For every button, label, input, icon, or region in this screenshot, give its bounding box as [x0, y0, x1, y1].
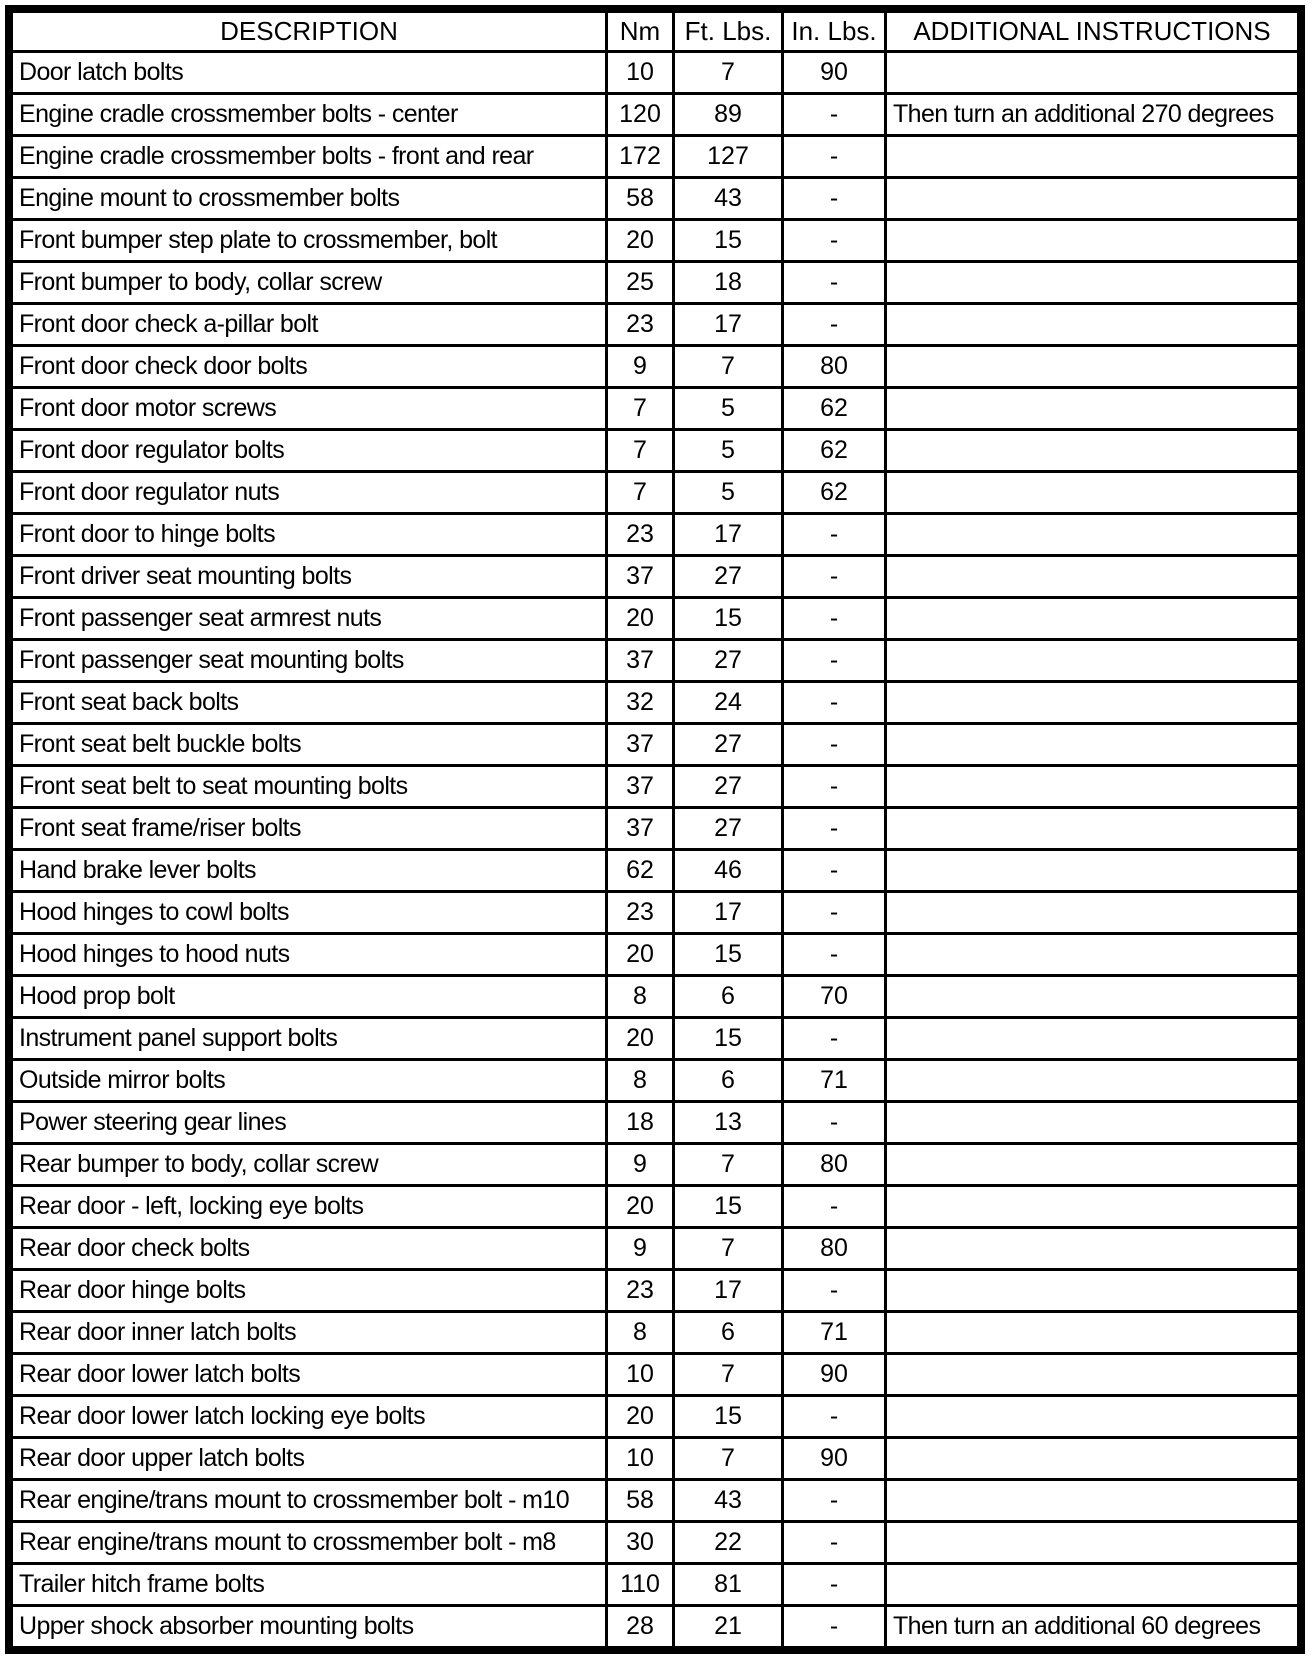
- in-lbs-cell: -: [783, 850, 886, 892]
- ft-lbs-cell: 7: [674, 1228, 783, 1270]
- nm-cell: 37: [607, 556, 674, 598]
- header-additional-instructions: ADDITIONAL INSTRUCTIONS: [886, 9, 1302, 52]
- table-row: [9, 976, 1301, 1018]
- instructions-cell: [886, 472, 1302, 514]
- nm-cell: 58: [607, 178, 674, 220]
- description-cell: Front seat frame/riser bolts: [9, 808, 607, 850]
- nm-cell: 110: [607, 1564, 674, 1606]
- in-lbs-cell: -: [783, 514, 886, 556]
- nm-cell: 172: [607, 136, 674, 178]
- in-lbs-cell: -: [783, 892, 886, 934]
- table-row: [9, 1186, 1301, 1228]
- table-row: [9, 1438, 1301, 1480]
- description-cell: Trailer hitch frame bolts: [9, 1564, 607, 1606]
- ft-lbs-cell: 13: [674, 1102, 783, 1144]
- header-in-lbs: In. Lbs.: [783, 9, 886, 52]
- ft-lbs-cell: 81: [674, 1564, 783, 1606]
- nm-cell: 37: [607, 640, 674, 682]
- nm-cell: 32: [607, 682, 674, 724]
- nm-cell: 58: [607, 1480, 674, 1522]
- in-lbs-cell: 71: [783, 1312, 886, 1354]
- instructions-cell: Then turn an additional 270 degrees: [886, 94, 1302, 136]
- ft-lbs-cell: 89: [674, 94, 783, 136]
- ft-lbs-cell: 6: [674, 1060, 783, 1102]
- instructions-cell: [886, 682, 1302, 724]
- description-cell: Front seat belt to seat mounting bolts: [9, 766, 607, 808]
- in-lbs-cell: -: [783, 598, 886, 640]
- description-cell: Front bumper to body, collar screw: [9, 262, 607, 304]
- nm-cell: 9: [607, 1144, 674, 1186]
- instructions-cell: [886, 1228, 1302, 1270]
- ft-lbs-cell: 6: [674, 1312, 783, 1354]
- nm-cell: 20: [607, 1018, 674, 1060]
- ft-lbs-cell: 27: [674, 556, 783, 598]
- ft-lbs-cell: 17: [674, 1270, 783, 1312]
- table-row: [9, 1354, 1301, 1396]
- in-lbs-cell: -: [783, 1480, 886, 1522]
- instructions-cell: [886, 1564, 1302, 1606]
- in-lbs-cell: -: [783, 934, 886, 976]
- table-row: [9, 52, 1301, 94]
- in-lbs-cell: -: [783, 640, 886, 682]
- nm-cell: 10: [607, 1354, 674, 1396]
- table-row: [9, 1396, 1301, 1438]
- table-row: [9, 388, 1301, 430]
- nm-cell: 7: [607, 430, 674, 472]
- nm-cell: 20: [607, 1396, 674, 1438]
- table-row: [9, 304, 1301, 346]
- description-cell: Rear door - left, locking eye bolts: [9, 1186, 607, 1228]
- in-lbs-cell: 80: [783, 1228, 886, 1270]
- description-cell: Front door to hinge bolts: [9, 514, 607, 556]
- in-lbs-cell: -: [783, 808, 886, 850]
- table-row: [9, 556, 1301, 598]
- description-cell: Front bumper step plate to crossmember, bolt: [9, 220, 607, 262]
- description-cell: Upper shock absorber mounting bolts: [9, 1606, 607, 1651]
- table-row: [9, 1564, 1301, 1606]
- instructions-cell: [886, 1354, 1302, 1396]
- nm-cell: 23: [607, 892, 674, 934]
- nm-cell: 23: [607, 1270, 674, 1312]
- ft-lbs-cell: 15: [674, 934, 783, 976]
- table-row: [9, 598, 1301, 640]
- instructions-cell: [886, 766, 1302, 808]
- description-cell: Rear engine/trans mount to crossmember bolt - m8: [9, 1522, 607, 1564]
- nm-cell: 8: [607, 1060, 674, 1102]
- description-cell: Front seat back bolts: [9, 682, 607, 724]
- description-cell: Hood prop bolt: [9, 976, 607, 1018]
- ft-lbs-cell: 22: [674, 1522, 783, 1564]
- nm-cell: 20: [607, 220, 674, 262]
- nm-cell: 20: [607, 1186, 674, 1228]
- instructions-cell: [886, 1270, 1302, 1312]
- instructions-cell: [886, 304, 1302, 346]
- instructions-cell: [886, 388, 1302, 430]
- nm-cell: 10: [607, 52, 674, 94]
- table-row: [9, 136, 1301, 178]
- torque-spec-table: [5, 5, 1305, 1654]
- nm-cell: 23: [607, 304, 674, 346]
- nm-cell: 20: [607, 934, 674, 976]
- table-row: [9, 766, 1301, 808]
- in-lbs-cell: -: [783, 1102, 886, 1144]
- instructions-cell: [886, 892, 1302, 934]
- ft-lbs-cell: 127: [674, 136, 783, 178]
- description-cell: Rear bumper to body, collar screw: [9, 1144, 607, 1186]
- table-row: [9, 472, 1301, 514]
- instructions-cell: [886, 1102, 1302, 1144]
- instructions-cell: [886, 514, 1302, 556]
- ft-lbs-cell: 5: [674, 430, 783, 472]
- ft-lbs-cell: 7: [674, 1354, 783, 1396]
- ft-lbs-cell: 43: [674, 178, 783, 220]
- nm-cell: 10: [607, 1438, 674, 1480]
- ft-lbs-cell: 46: [674, 850, 783, 892]
- in-lbs-cell: -: [783, 1606, 886, 1651]
- instructions-cell: [886, 724, 1302, 766]
- table-row: [9, 892, 1301, 934]
- ft-lbs-cell: 17: [674, 892, 783, 934]
- table-row: [9, 346, 1301, 388]
- description-cell: Engine cradle crossmember bolts - center: [9, 94, 607, 136]
- ft-lbs-cell: 15: [674, 1396, 783, 1438]
- in-lbs-cell: 90: [783, 1438, 886, 1480]
- description-cell: Rear door upper latch bolts: [9, 1438, 607, 1480]
- instructions-cell: [886, 1438, 1302, 1480]
- description-cell: Power steering gear lines: [9, 1102, 607, 1144]
- instructions-cell: [886, 808, 1302, 850]
- in-lbs-cell: 90: [783, 1354, 886, 1396]
- table-row: [9, 1144, 1301, 1186]
- header-nm: Nm: [607, 9, 674, 52]
- description-cell: Engine cradle crossmember bolts - front and rear: [9, 136, 607, 178]
- instructions-cell: [886, 640, 1302, 682]
- instructions-cell: [886, 346, 1302, 388]
- ft-lbs-cell: 15: [674, 1018, 783, 1060]
- description-cell: Engine mount to crossmember bolts: [9, 178, 607, 220]
- in-lbs-cell: -: [783, 178, 886, 220]
- description-cell: Door latch bolts: [9, 52, 607, 94]
- in-lbs-cell: 80: [783, 1144, 886, 1186]
- table-row: [9, 514, 1301, 556]
- table-row: [9, 220, 1301, 262]
- in-lbs-cell: -: [783, 220, 886, 262]
- table-row: [9, 430, 1301, 472]
- in-lbs-cell: 62: [783, 388, 886, 430]
- header-description: DESCRIPTION: [9, 9, 607, 52]
- instructions-cell: [886, 598, 1302, 640]
- in-lbs-cell: 71: [783, 1060, 886, 1102]
- in-lbs-cell: -: [783, 304, 886, 346]
- description-cell: Rear door hinge bolts: [9, 1270, 607, 1312]
- instructions-cell: [886, 1522, 1302, 1564]
- table-row: [9, 1018, 1301, 1060]
- instructions-cell: [886, 976, 1302, 1018]
- table-row: [9, 682, 1301, 724]
- instructions-cell: [886, 178, 1302, 220]
- instructions-cell: [886, 556, 1302, 598]
- ft-lbs-cell: 27: [674, 766, 783, 808]
- ft-lbs-cell: 7: [674, 1438, 783, 1480]
- in-lbs-cell: -: [783, 682, 886, 724]
- table-row: [9, 1606, 1301, 1651]
- ft-lbs-cell: 7: [674, 52, 783, 94]
- description-cell: Rear door inner latch bolts: [9, 1312, 607, 1354]
- header-ft-lbs: Ft. Lbs.: [674, 9, 783, 52]
- ft-lbs-cell: 6: [674, 976, 783, 1018]
- description-cell: Hood hinges to hood nuts: [9, 934, 607, 976]
- instructions-cell: [886, 934, 1302, 976]
- instructions-cell: [886, 136, 1302, 178]
- table-row: [9, 1102, 1301, 1144]
- in-lbs-cell: -: [783, 1396, 886, 1438]
- ft-lbs-cell: 5: [674, 472, 783, 514]
- nm-cell: 30: [607, 1522, 674, 1564]
- ft-lbs-cell: 18: [674, 262, 783, 304]
- in-lbs-cell: -: [783, 262, 886, 304]
- description-cell: Front passenger seat mounting bolts: [9, 640, 607, 682]
- instructions-cell: Then turn an additional 60 degrees: [886, 1606, 1302, 1651]
- description-cell: Rear engine/trans mount to crossmember bolt - m10: [9, 1480, 607, 1522]
- nm-cell: 120: [607, 94, 674, 136]
- nm-cell: 37: [607, 724, 674, 766]
- table-body: [9, 52, 1301, 1651]
- ft-lbs-cell: 7: [674, 346, 783, 388]
- instructions-cell: [886, 1480, 1302, 1522]
- table-row: [9, 262, 1301, 304]
- in-lbs-cell: -: [783, 724, 886, 766]
- description-cell: Front seat belt buckle bolts: [9, 724, 607, 766]
- table-row: [9, 640, 1301, 682]
- description-cell: Rear door check bolts: [9, 1228, 607, 1270]
- ft-lbs-cell: 27: [674, 808, 783, 850]
- nm-cell: 8: [607, 1312, 674, 1354]
- nm-cell: 20: [607, 598, 674, 640]
- description-cell: Front door regulator bolts: [9, 430, 607, 472]
- table-row: [9, 934, 1301, 976]
- instructions-cell: [886, 220, 1302, 262]
- table-row: [9, 850, 1301, 892]
- instructions-cell: [886, 1060, 1302, 1102]
- nm-cell: 23: [607, 514, 674, 556]
- ft-lbs-cell: 27: [674, 724, 783, 766]
- description-cell: Rear door lower latch bolts: [9, 1354, 607, 1396]
- description-cell: Hood hinges to cowl bolts: [9, 892, 607, 934]
- ft-lbs-cell: 17: [674, 514, 783, 556]
- in-lbs-cell: -: [783, 94, 886, 136]
- nm-cell: 7: [607, 388, 674, 430]
- in-lbs-cell: 62: [783, 430, 886, 472]
- in-lbs-cell: -: [783, 1018, 886, 1060]
- in-lbs-cell: -: [783, 1522, 886, 1564]
- ft-lbs-cell: 24: [674, 682, 783, 724]
- nm-cell: 25: [607, 262, 674, 304]
- instructions-cell: [886, 1312, 1302, 1354]
- instructions-cell: [886, 1144, 1302, 1186]
- instructions-cell: [886, 430, 1302, 472]
- instructions-cell: [886, 52, 1302, 94]
- ft-lbs-cell: 15: [674, 1186, 783, 1228]
- ft-lbs-cell: 15: [674, 598, 783, 640]
- nm-cell: 62: [607, 850, 674, 892]
- table-row: [9, 1522, 1301, 1564]
- description-cell: Front driver seat mounting bolts: [9, 556, 607, 598]
- table-row: [9, 724, 1301, 766]
- nm-cell: 28: [607, 1606, 674, 1651]
- description-cell: Outside mirror bolts: [9, 1060, 607, 1102]
- in-lbs-cell: 70: [783, 976, 886, 1018]
- ft-lbs-cell: 15: [674, 220, 783, 262]
- header-row: [9, 9, 1301, 52]
- in-lbs-cell: -: [783, 1186, 886, 1228]
- in-lbs-cell: 90: [783, 52, 886, 94]
- in-lbs-cell: -: [783, 1270, 886, 1312]
- instructions-cell: [886, 1396, 1302, 1438]
- description-cell: Front door regulator nuts: [9, 472, 607, 514]
- nm-cell: 8: [607, 976, 674, 1018]
- table-row: [9, 178, 1301, 220]
- description-cell: Hand brake lever bolts: [9, 850, 607, 892]
- nm-cell: 9: [607, 346, 674, 388]
- table-row: [9, 1312, 1301, 1354]
- ft-lbs-cell: 27: [674, 640, 783, 682]
- description-cell: Front door check a-pillar bolt: [9, 304, 607, 346]
- ft-lbs-cell: 17: [674, 304, 783, 346]
- description-cell: Front door check door bolts: [9, 346, 607, 388]
- in-lbs-cell: -: [783, 136, 886, 178]
- table-row: [9, 808, 1301, 850]
- nm-cell: 9: [607, 1228, 674, 1270]
- in-lbs-cell: 80: [783, 346, 886, 388]
- in-lbs-cell: -: [783, 1564, 886, 1606]
- nm-cell: 18: [607, 1102, 674, 1144]
- ft-lbs-cell: 21: [674, 1606, 783, 1651]
- in-lbs-cell: 62: [783, 472, 886, 514]
- description-cell: Front door motor screws: [9, 388, 607, 430]
- table-row: [9, 1270, 1301, 1312]
- in-lbs-cell: -: [783, 556, 886, 598]
- table-row: [9, 1228, 1301, 1270]
- in-lbs-cell: -: [783, 766, 886, 808]
- instructions-cell: [886, 262, 1302, 304]
- instructions-cell: [886, 1186, 1302, 1228]
- ft-lbs-cell: 7: [674, 1144, 783, 1186]
- table-row: [9, 94, 1301, 136]
- nm-cell: 37: [607, 808, 674, 850]
- instructions-cell: [886, 850, 1302, 892]
- description-cell: Instrument panel support bolts: [9, 1018, 607, 1060]
- table-row: [9, 1480, 1301, 1522]
- ft-lbs-cell: 43: [674, 1480, 783, 1522]
- description-cell: Front passenger seat armrest nuts: [9, 598, 607, 640]
- description-cell: Rear door lower latch locking eye bolts: [9, 1396, 607, 1438]
- nm-cell: 7: [607, 472, 674, 514]
- instructions-cell: [886, 1018, 1302, 1060]
- ft-lbs-cell: 5: [674, 388, 783, 430]
- table-row: [9, 1060, 1301, 1102]
- nm-cell: 37: [607, 766, 674, 808]
